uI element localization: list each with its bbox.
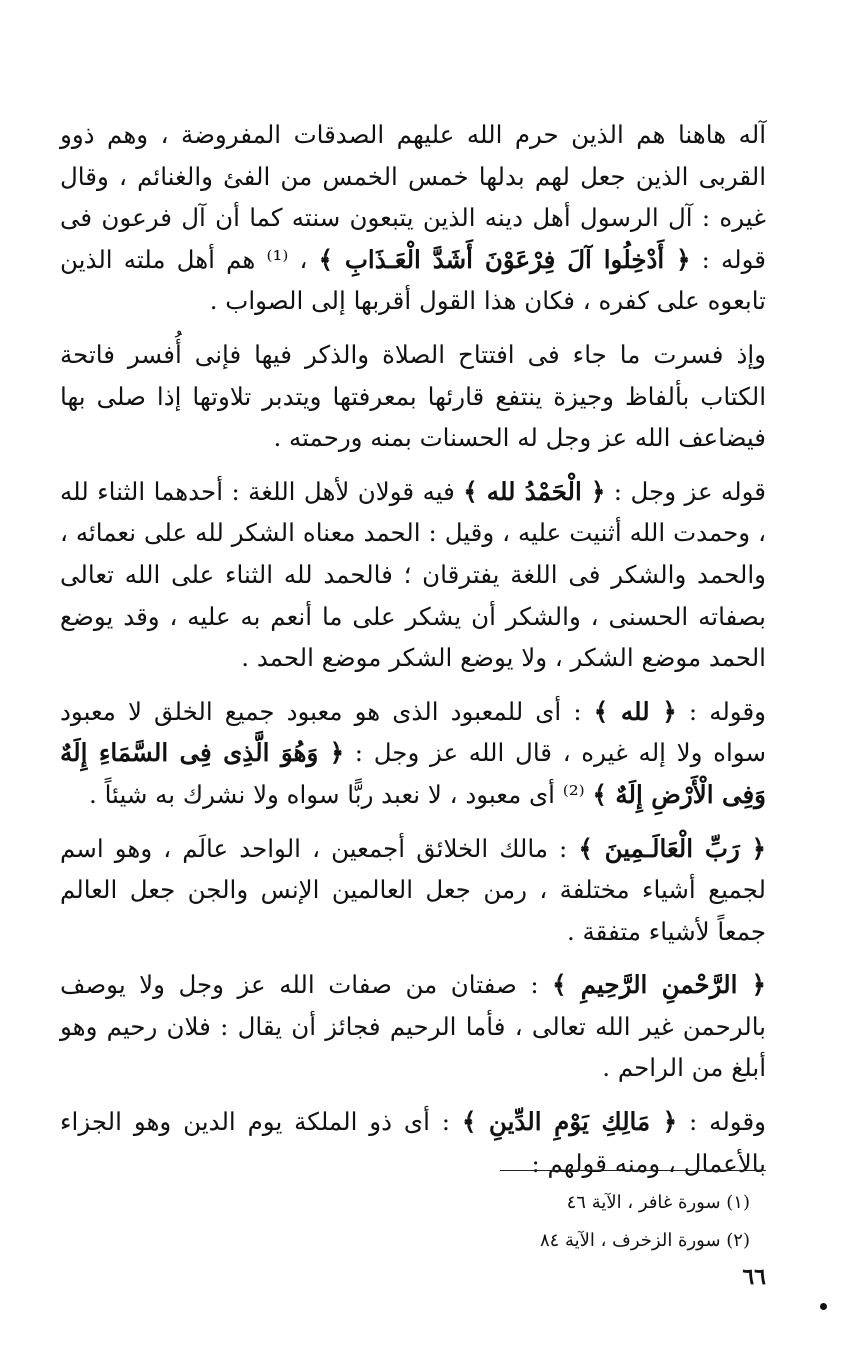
quran-verse: ﴿ الرَّحْمنِ الرَّحِيمِ ﴾ (552, 970, 766, 1000)
quran-verse: ﴿ الْحَمْدُ لله ﴾ (463, 476, 606, 506)
paragraph-7 (60, 1101, 766, 1184)
quran-verse: ﴿ أَدْخِلُوا آلَ فِرْعَوْنَ أَشَدَّ الْعَـذَابِ ﴾ (318, 244, 691, 274)
text-run: ⁽²⁾ أى معبود ، لا نعبد ربًّا سواه ولا نشرك به شيئاً . (89, 779, 593, 809)
footnote-1: (١) سورة غافر ، الآية ٤٦ (566, 1192, 750, 1213)
scan-dot (820, 1303, 827, 1310)
paragraph-2 (60, 334, 766, 459)
quran-verse: ﴿ مَالِكِ يَوْمِ الدِّينِ ﴾ (461, 1107, 678, 1137)
paragraph-6 (60, 964, 766, 1089)
text-run: : أى ذو الملكة يوم الدين وهو الجزاء بالأعمال ، ومنه قولهم : (60, 1107, 766, 1178)
paragraph-text (60, 471, 766, 679)
paragraph-1 (60, 114, 766, 322)
text-run: وقوله : (676, 696, 767, 726)
paragraph-3 (60, 471, 766, 679)
paragraph-text (60, 1101, 766, 1184)
text-run: : صفتان من صفات الله عز وجل ولا يوصف بالرحمن غير الله تعالى ، فأما الرحيم فجائز أن يقال : فلان رحيم وهو أبلغ من الراحم . (60, 970, 766, 1083)
text-run: آله هاهنا هم الذين حرم الله عليهم الصدقات المفروضة ، وهم ذوو القربى الذين جعل لهم بدلها خمس الخمس من الفئ والغنائم ، وقال غيره : آل الرسول أهل دينه الذين يتبعون سنته كما أن آل فرعون فى قوله : (60, 120, 766, 274)
paragraph-text (60, 114, 766, 322)
main-text (60, 114, 766, 1196)
text-run: ، ⁽¹⁾ هم أهل ملته الذين تابعوه على كفره ، فكان هذا القول أقربها إلى الصواب . (60, 244, 766, 316)
text-run: فيه قولان لأهل اللغة : أحدهما الثناء لله ، وحمدت الله أثنيت عليه ، وقيل : الحمد معناه الشكر لله على نعمائه ، والحمد والشكر فى اللغة يفترقان ؛ فالحمد لله الثناء على الله تعالى بصفاته الحسنى ، والشكر أن يشكر على ما أنعم به عليه ، وقد يوضع الحمد موضع الشكر ، ولا يوضع الشكر موضع الحمد . (60, 476, 766, 673)
footnote-2: (٢) سورة الزخرف ، الآية ٨٤ (539, 1230, 750, 1251)
paragraph-text (60, 964, 766, 1089)
text-run: وقوله : (677, 1107, 766, 1137)
footnotes (350, 1184, 750, 1260)
text-run: وإذ فسرت ما جاء فى افتتاح الصلاة والذكر فيها فإنى أُفسر فاتحة الكتاب بألفاظ وجيزة ينتفع قارئها بمعرفتها ويتدبر تلاوتها إذا صلى بها فيضاعف الله عز وجل له الحسنات بمنه ورحمته . (60, 339, 766, 453)
quran-verse: ﴿ وَهُوَ الَّذِى فِى السَّمَاءِ إِلَهٌ وَفِى الْأَرْضِ إِلَهٌ ﴾ (60, 738, 766, 809)
paragraph-4 (60, 691, 766, 816)
paragraph-text (60, 334, 766, 459)
quran-verse: ﴿ لله ﴾ (593, 696, 677, 726)
paragraph-5 (60, 828, 766, 953)
paragraph-text (60, 828, 766, 953)
page-number: ٦٦ (742, 1264, 766, 1290)
footnote-divider (500, 1170, 766, 1171)
quran-verse: ﴿ رَبِّ الْعَالَـمِينَ ﴾ (578, 833, 766, 863)
text-run: : أى للمعبود الذى هو معبود جميع الخلق لا معبود سواه ولا إله غيره ، قال الله عز وجل : (60, 696, 766, 768)
text-run: : مالك الخلائق أجمعين ، الواحد عالَم ، وهو اسم لجميع أشياء مختلفة ، رمن جعل العالمين الإنس والجن جعل العالم جمعاً لأشياء متفقة . (60, 833, 766, 946)
text-run: قوله عز وجل : (605, 476, 767, 506)
paragraph-text (60, 691, 766, 816)
